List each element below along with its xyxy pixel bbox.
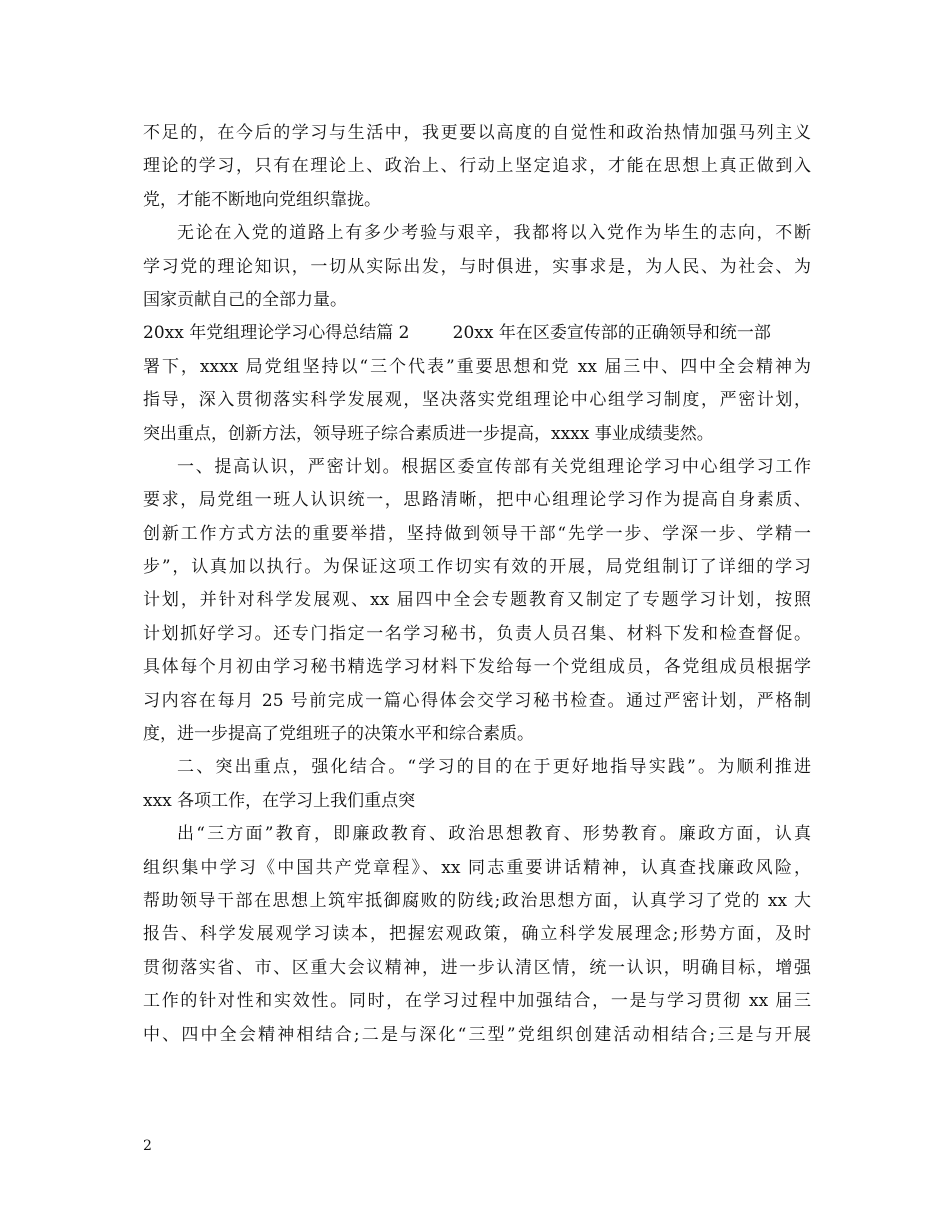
text-line: 步”，认真加以执行。为保证这项工作切实有效的开展，局党组制订了详细的学习: [143, 557, 811, 578]
text-line: 度，进一步提高了党组班子的决策水平和综合素质。: [143, 724, 534, 745]
text-line: 出“三方面”教育，即廉政教育、政治思想教育、形势教育。廉政方面，认真: [177, 824, 811, 845]
text-line: 指导，深入贯彻落实科学发展观，坚决落实党组理论中心组学习制度，严密计划，: [143, 390, 811, 411]
text-line: 贯彻落实省、市、区重大会议精神，进一步认清区情，统一认识，明确目标，增强: [143, 957, 811, 978]
text-line: 帮助领导干部在思想上筑牢抵御腐败的防线;政治思想方面，认真学习了党的 xx 大: [143, 890, 811, 911]
text-line: 工作的针对性和实效性。同时，在学习过程中加强结合，一是与学习贯彻 xx 届三: [143, 991, 811, 1012]
text-line: 二、突出重点，强化结合。“学习的目的在于更好地指导实践”。为顺利推进: [177, 757, 811, 778]
text-line: 计划，并针对科学发展观、xx 届四中全会专题教育又制定了专题学习计划，按照: [143, 590, 811, 611]
section-heading-line: 20xx 年党组理论学习心得总结篇 2 20xx 年在区委宣传部的正确领导和统一部: [143, 323, 771, 344]
text-line: 要求，局党组一班人认识统一，思路清晰，把中心组理论学习作为提高自身素质、: [143, 490, 811, 511]
text-line: 中、四中全会精神相结合;二是与深化“三型”党组织创建活动相结合;三是与开展: [143, 1024, 811, 1045]
text-line: 党，才能不断地向党组织靠拢。: [143, 189, 381, 210]
text-line: xxx 各项工作，在学习上我们重点突: [143, 790, 416, 811]
text-line: 一、提高认识，严密计划。根据区委宣传部有关党组理论学习中心组学习工作: [177, 456, 811, 477]
text-line: 学习党的理论知识，一切从实际出发，与时俱进，实事求是，为人民、为社会、为: [143, 256, 811, 277]
text-line: 不足的，在今后的学习与生活中，我更要以高度的自觉性和政治热情加强马列主义: [143, 123, 811, 143]
text-line: 具体每个月初由学习秘书精选学习材料下发给每一个党组成员，各党组成员根据学: [143, 657, 811, 678]
page-number: 2: [143, 1138, 152, 1154]
text-line: 无论在入党的道路上有多少考验与艰辛，我都将以入党作为毕生的志向，不断: [177, 223, 811, 244]
document-body: [143, 117, 811, 1052]
text-line: 创新工作方式方法的重要举措，坚持做到领导干部“先学一步、学深一步、学精一: [143, 523, 811, 544]
text-line: 习内容在每月 25 号前完成一篇心得体会交学习秘书检查。通过严密计划，严格制: [143, 690, 811, 711]
text-line: 国家贡献自己的全部力量。: [143, 289, 347, 310]
text-line: 理论的学习，只有在理论上、政治上、行动上坚定追求，才能在思想上真正做到入: [143, 156, 811, 177]
text-line: 组织集中学习《中国共产党章程》、xx 同志重要讲话精神，认真查找廉政风险，: [143, 857, 811, 878]
text-line: 计划抓好学习。还专门指定一名学习秘书，负责人员召集、材料下发和检查督促。: [143, 623, 811, 644]
text-line: 报告、科学发展观学习读本，把握宏观政策，确立科学发展理念;形势方面，及时: [143, 924, 811, 945]
text-line: 突出重点，创新方法，领导班子综合素质进一步提高，xxxx 事业成绩斐然。: [143, 423, 714, 444]
text-line: 署下，xxxx 局党组坚持以“三个代表”重要思想和党 xx 届三中、四中全会精神为: [143, 356, 811, 377]
